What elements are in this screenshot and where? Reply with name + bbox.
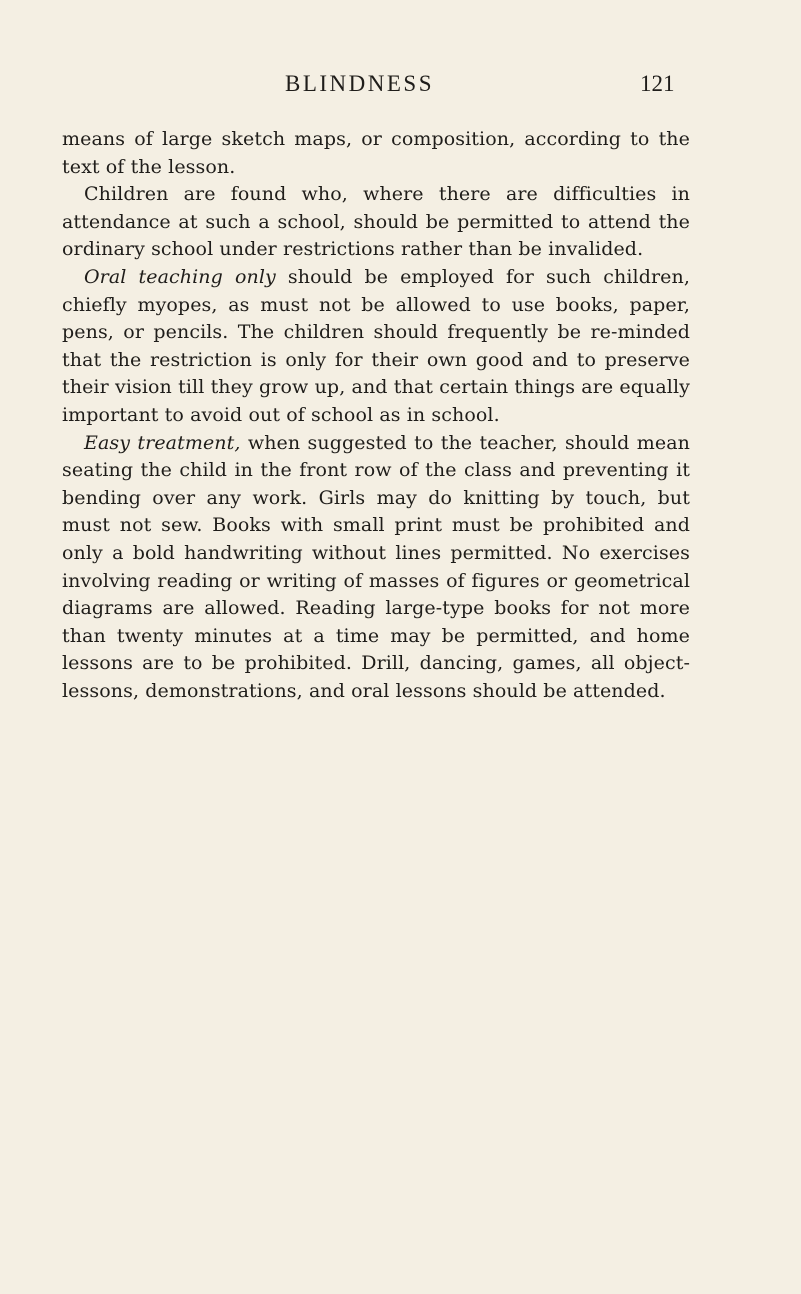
paragraph-easy-treatment (62, 430, 690, 706)
paragraph-emphasis: Easy treatment, (84, 431, 241, 454)
paragraph-text: Children are found who, where there are difficulties in attendance at such a school, should be permitted to attend the ordinary school under restrictions rather than be invalided. (62, 183, 690, 261)
paragraph-emphasis: Oral teaching only (84, 265, 276, 288)
running-title: BLINDNESS (285, 71, 435, 96)
page-number: 121 (640, 71, 675, 96)
body-text (62, 126, 690, 705)
paragraph-text: should be employed for such children, chiefly myopes, as must not be allowed to use books, paper, pens, or pencils. The children should frequently be re-minded that the restriction is only for their own good and to preserve their vision till they grow up, and that certain things are equally important to avoid out of school as in school. (62, 265, 690, 426)
running-head (0, 71, 801, 107)
paragraph-text: means of large sketch maps, or composition, according to the text of the lesson. (62, 128, 690, 178)
paragraph-continuation (62, 126, 690, 181)
paragraph-attendance (62, 181, 690, 264)
paragraph-oral-teaching (62, 264, 690, 430)
paragraph-text: when suggested to the teacher, should mean seating the child in the front row of the class and preventing it bending over any work. Girls may do knitting by touch, but must not sew. Books with small print must be prohibited and only a bold handwriting without lines permitted. No exercises involving reading or writing of masses of figures or geometrical diagrams are allowed. Reading large-type books for not more than twenty minutes at a time may be permitted, and home lessons are to be prohibited. Drill, dancing, games, all object-lessons, demonstrations, and oral lessons should be attended. (62, 431, 690, 702)
